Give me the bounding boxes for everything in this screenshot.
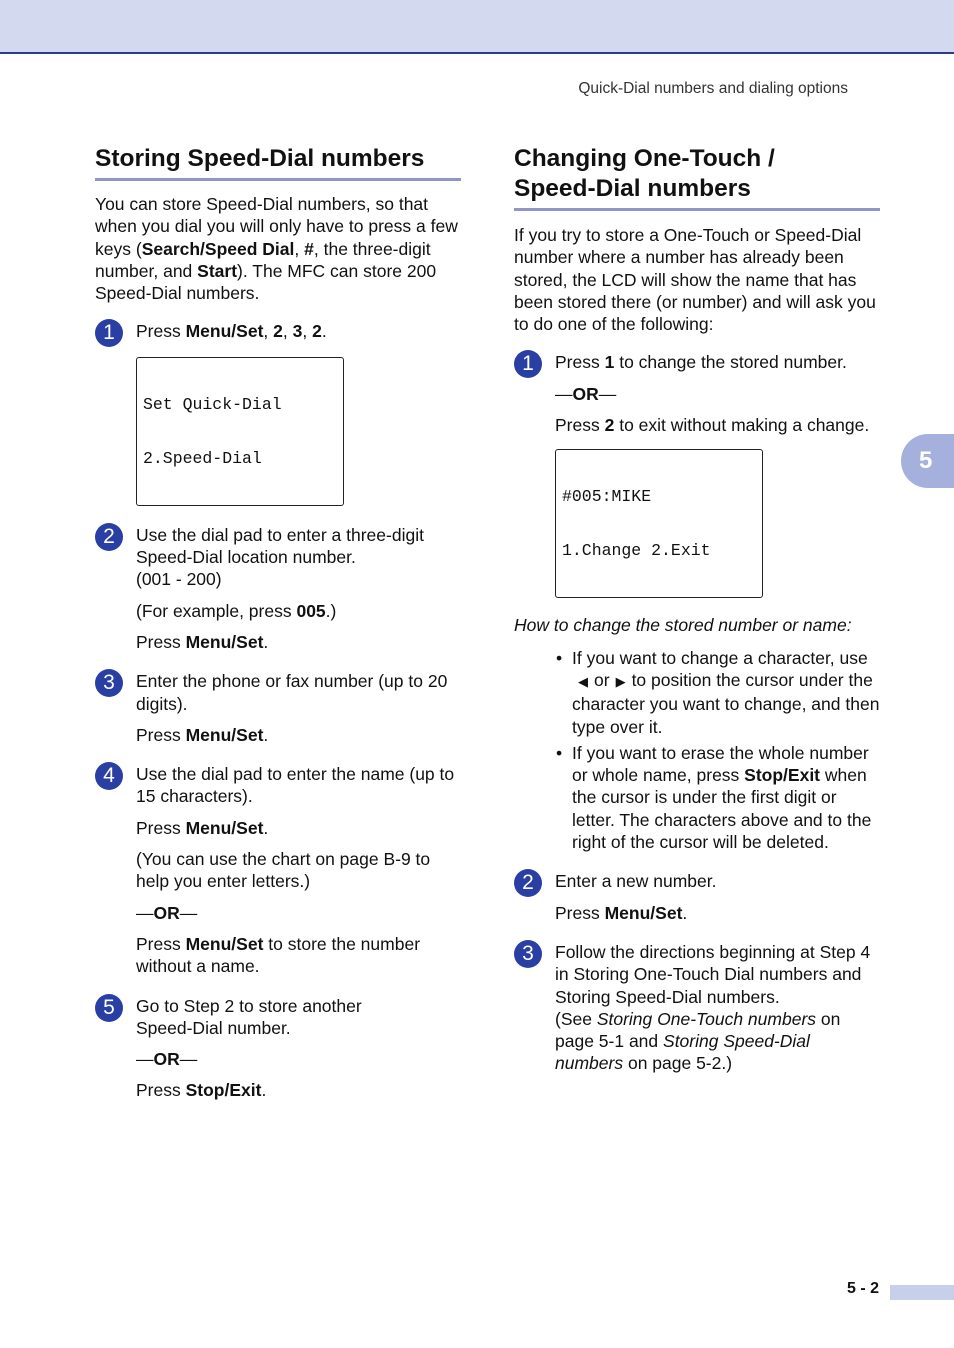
step-4: [95, 763, 461, 977]
key-label: Menu/Set: [185, 933, 264, 954]
right-column: [514, 144, 880, 1075]
text: (See: [555, 1008, 597, 1029]
cross-reference: Storing Speed-Dial numbers: [555, 1031, 810, 1074]
dash: —: [598, 383, 617, 404]
step-number-badge: 2: [95, 523, 123, 551]
text: Press: [136, 817, 186, 838]
press-instruction: [555, 902, 880, 924]
left-arrow-icon: ◀: [578, 673, 588, 689]
step-number-badge: 1: [95, 319, 123, 347]
or-label: OR: [153, 1049, 180, 1070]
key-label: 2: [273, 321, 283, 342]
alt-instruction: [136, 933, 461, 978]
text: Press: [136, 724, 186, 745]
key-label: #: [304, 238, 314, 259]
step-text: Use the dial pad to enter the name (up to 15 characters).: [136, 764, 455, 807]
text: Press: [136, 1080, 186, 1101]
dash: —: [179, 902, 198, 923]
note-text: (You can use the chart on page B-9 to help you enter letters.): [136, 849, 431, 892]
or-separator: [555, 383, 880, 405]
text: Press: [136, 631, 186, 652]
step-number-badge: 3: [95, 669, 123, 697]
step-text: [555, 351, 880, 373]
step-1: [514, 351, 880, 600]
text: to exit without making a change.: [614, 415, 870, 436]
lcd-line: 2.Speed-Dial: [143, 448, 262, 468]
or-label: OR: [572, 383, 599, 404]
step-number-badge: 4: [95, 762, 123, 790]
footer-bar: [890, 1285, 954, 1300]
text: ,: [282, 321, 293, 342]
text: .: [261, 1080, 267, 1101]
lcd-line: 1.Change 2.Exit: [562, 541, 711, 561]
lcd-line: Set Quick-Dial: [143, 394, 282, 414]
section-title-changing: [514, 144, 880, 211]
key-label: 2: [312, 321, 322, 342]
dash: —: [136, 1049, 154, 1070]
text: If you want to change a character, use: [572, 647, 868, 668]
text: .: [263, 724, 269, 745]
text: , the three-digit number, and: [95, 238, 431, 281]
key-label: 3: [292, 321, 303, 342]
cross-reference: Storing One-Touch numbers: [596, 1008, 817, 1029]
step-number-badge: 3: [514, 940, 542, 968]
right-arrow-icon: ▶: [615, 673, 626, 689]
text: ,: [263, 321, 274, 342]
text: .): [325, 600, 337, 621]
key-label: Search/Speed Dial: [141, 238, 295, 259]
step-1: [95, 320, 461, 507]
text: Use the dial pad to enter a three-digit Speed-Dial location number.: [136, 524, 424, 568]
key-label: 1: [604, 352, 615, 373]
top-header-band: [0, 0, 954, 54]
dash: —: [555, 383, 573, 404]
key-label: Menu/Set: [185, 817, 264, 838]
alt-instruction: [555, 414, 880, 436]
intro-paragraph: [95, 193, 461, 304]
text: (For example, press: [136, 600, 297, 621]
lcd-line: #005:MIKE: [562, 487, 652, 507]
text: on page 5-2.): [623, 1053, 733, 1074]
text: or: [594, 669, 610, 690]
step-text: [555, 941, 880, 1075]
step-3: [514, 941, 880, 1075]
or-label: OR: [153, 902, 180, 923]
text: Press: [555, 415, 605, 436]
section-title-storing: Storing Speed-Dial numbers: [95, 144, 461, 181]
chapter-tab[interactable]: 5: [901, 434, 954, 488]
key-label: Menu/Set: [185, 321, 264, 342]
press-instruction: [136, 1079, 461, 1101]
text: on page 5-1 and: [555, 1008, 841, 1052]
page-number: 5 - 2: [847, 1280, 880, 1297]
text: ,: [294, 238, 305, 259]
text: (001 - 200): [136, 569, 222, 590]
key-label: Start: [197, 260, 238, 281]
text: Press: [555, 352, 605, 373]
text: If you want to erase the whole number or whole name, press: [572, 742, 869, 786]
text: .: [263, 631, 269, 652]
step-5: [95, 995, 461, 1102]
text: to store the number without a name.: [136, 933, 421, 977]
step-text: [136, 524, 461, 591]
text: ). The MFC can store 200 Speed-Dial numbers.: [95, 260, 437, 304]
step-text: [136, 320, 461, 342]
key-label: Stop/Exit: [185, 1080, 262, 1101]
text: .: [682, 902, 688, 923]
text: Press: [136, 321, 186, 342]
dash: —: [136, 902, 154, 923]
step-2: [95, 524, 461, 653]
step-text: Enter a new number.: [555, 871, 717, 892]
text: to position the cursor under the character you want to change, and then type over it.: [572, 669, 880, 737]
or-separator: [136, 902, 461, 924]
title-line: Changing One-Touch /: [514, 145, 775, 172]
step-number-badge: 2: [514, 869, 542, 897]
key-label: Stop/Exit: [744, 765, 821, 786]
text: .: [263, 817, 269, 838]
key-label: Menu/Set: [185, 724, 264, 745]
press-instruction: [136, 631, 461, 653]
or-separator: [136, 1048, 461, 1070]
left-column: [95, 144, 461, 1102]
step-number-badge: 1: [514, 350, 542, 378]
example-text: [136, 600, 461, 622]
dash: —: [179, 1049, 198, 1070]
text: You can store Speed-Dial numbers, so that when you dial you will only have to press a few keys (: [95, 194, 458, 259]
text: .: [321, 321, 327, 342]
text: to change the stored number.: [614, 352, 847, 373]
key-label: 2: [604, 415, 615, 436]
list-item: [572, 647, 880, 738]
lcd-display: [555, 449, 763, 598]
text: Press: [555, 902, 605, 923]
step-2: [514, 870, 880, 924]
title-line: Speed-Dial numbers: [514, 175, 751, 202]
text: Follow the directions beginning at Step 4 in Storing One-Touch Dial numbers and Storing Speed-Dial numbers.: [555, 941, 871, 1007]
intro-paragraph: If you try to store a One-Touch or Speed-Dial number where a number has already been stored, the LCD will show the name that has been stored there (or number) and will ask you to do one of the following:: [514, 225, 876, 335]
text: Press: [136, 933, 186, 954]
press-instruction: [136, 724, 461, 746]
text: ,: [302, 321, 313, 342]
running-head: Quick-Dial numbers and dialing options: [578, 80, 848, 97]
press-instruction: [136, 817, 461, 839]
text: when the cursor is under the first digit or letter. The characters above and to the right of the cursor will be deleted.: [572, 765, 872, 853]
step-text: Enter the phone or fax number (up to 20 digits).: [136, 671, 448, 714]
how-to-list: [514, 647, 880, 854]
key-label: Menu/Set: [604, 902, 683, 923]
key-label: 005: [296, 600, 326, 621]
list-item: [572, 742, 880, 853]
how-to-heading: How to change the stored number or name:: [514, 615, 852, 636]
step-number-badge: 5: [95, 994, 123, 1022]
step-text: Go to Step 2 to store another Speed-Dial number.: [136, 995, 362, 1038]
step-3: [95, 670, 461, 746]
lcd-display: [136, 357, 344, 506]
key-label: Menu/Set: [185, 631, 264, 652]
